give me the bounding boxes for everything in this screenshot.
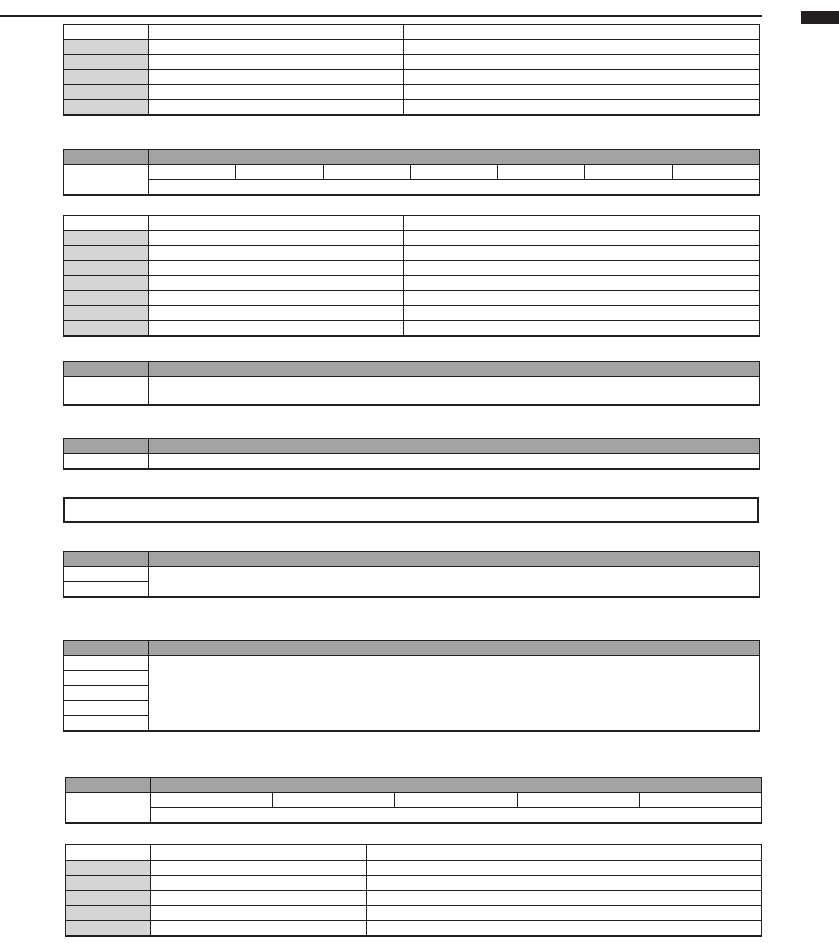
table-cell bbox=[149, 165, 236, 180]
row-label-cell bbox=[66, 793, 151, 824]
table-header-row bbox=[64, 362, 760, 377]
row-label-cell bbox=[64, 100, 149, 116]
table-cell bbox=[367, 906, 762, 921]
table-cell bbox=[149, 306, 404, 321]
table-header-cell bbox=[64, 439, 149, 454]
table-cell bbox=[149, 231, 404, 246]
row-label-cell bbox=[66, 876, 151, 891]
table-row bbox=[64, 180, 760, 196]
table-cell bbox=[151, 808, 762, 824]
table-cell bbox=[151, 793, 273, 808]
table-7 bbox=[63, 640, 760, 732]
row-label-cell bbox=[64, 716, 149, 732]
row-label-cell bbox=[66, 891, 151, 906]
table-4 bbox=[63, 361, 760, 406]
row-label-cell bbox=[64, 377, 149, 406]
row-label-cell bbox=[64, 291, 149, 306]
row-label-cell bbox=[64, 40, 149, 55]
table-header-cell bbox=[367, 845, 762, 861]
table-cell bbox=[149, 261, 404, 276]
table-cell bbox=[149, 70, 404, 85]
row-label-cell bbox=[64, 567, 149, 582]
row-label-cell bbox=[64, 582, 149, 598]
table-cell bbox=[149, 100, 404, 116]
table-5 bbox=[63, 438, 760, 470]
table-header-row bbox=[64, 216, 760, 231]
table-row bbox=[66, 808, 762, 824]
table-cell bbox=[149, 246, 404, 261]
row-label-cell bbox=[64, 165, 149, 196]
table-header-row bbox=[66, 778, 762, 793]
table-cell bbox=[149, 291, 404, 306]
table-cell bbox=[639, 793, 761, 808]
table-cell bbox=[149, 40, 404, 55]
table-cell bbox=[367, 921, 762, 937]
table-cell bbox=[404, 231, 760, 246]
table-row bbox=[64, 231, 760, 246]
row-label-cell bbox=[64, 261, 149, 276]
row-label-cell bbox=[64, 701, 149, 716]
row-label-cell bbox=[64, 321, 149, 337]
table-cell bbox=[149, 377, 760, 406]
table-header-cell bbox=[66, 845, 151, 861]
table-cell bbox=[149, 55, 404, 70]
table-cell bbox=[404, 70, 760, 85]
table-header-cell bbox=[404, 216, 760, 231]
table-row bbox=[64, 454, 760, 470]
table-row bbox=[64, 70, 760, 85]
table-row bbox=[64, 55, 760, 70]
table-row bbox=[66, 861, 762, 876]
table-header-cell bbox=[64, 150, 149, 165]
table-8 bbox=[65, 777, 762, 824]
table-cell bbox=[149, 180, 760, 196]
table-cell bbox=[367, 876, 762, 891]
row-label-cell bbox=[64, 671, 149, 686]
row-label-cell bbox=[64, 231, 149, 246]
table-row bbox=[64, 321, 760, 337]
table-cell bbox=[367, 891, 762, 906]
header-rule bbox=[0, 15, 762, 17]
table-header-cell bbox=[149, 552, 760, 567]
table-row bbox=[66, 891, 762, 906]
table-cell bbox=[585, 165, 672, 180]
table-header-row bbox=[64, 150, 760, 165]
table-cell bbox=[498, 165, 585, 180]
table-cell bbox=[517, 793, 639, 808]
table-cell bbox=[151, 891, 367, 906]
table-cell bbox=[404, 246, 760, 261]
table-header-cell bbox=[149, 439, 760, 454]
row-label-cell bbox=[64, 55, 149, 70]
row-label-cell bbox=[64, 306, 149, 321]
row-label-cell bbox=[66, 906, 151, 921]
table-cell bbox=[367, 861, 762, 876]
table-header-cell bbox=[149, 150, 760, 165]
table-row bbox=[64, 246, 760, 261]
table-header-row bbox=[64, 552, 760, 567]
row-label-cell bbox=[64, 70, 149, 85]
table-cell bbox=[151, 921, 367, 937]
table-header-cell bbox=[404, 25, 760, 40]
table-row bbox=[64, 377, 760, 406]
table-6 bbox=[63, 551, 760, 598]
row-label-cell bbox=[64, 276, 149, 291]
table-row bbox=[64, 291, 760, 306]
table-cell bbox=[273, 793, 395, 808]
table-cell bbox=[404, 321, 760, 337]
table-header-cell bbox=[151, 845, 367, 861]
table-header-cell bbox=[149, 25, 404, 40]
table-cell bbox=[404, 85, 760, 100]
table-cell bbox=[151, 876, 367, 891]
table-row bbox=[64, 100, 760, 116]
table-cell bbox=[672, 165, 759, 180]
table-2 bbox=[63, 149, 760, 196]
table-cell bbox=[404, 276, 760, 291]
table-header-cell bbox=[149, 641, 760, 656]
table-row bbox=[66, 876, 762, 891]
table-row bbox=[64, 85, 760, 100]
table-header-cell bbox=[64, 552, 149, 567]
table-cell bbox=[149, 85, 404, 100]
table-row bbox=[66, 793, 762, 808]
table-cell bbox=[404, 306, 760, 321]
table-row bbox=[64, 40, 760, 55]
row-label-cell bbox=[64, 686, 149, 701]
table-row bbox=[64, 165, 760, 180]
table-row bbox=[66, 921, 762, 937]
side-tab-marker bbox=[801, 11, 839, 24]
row-label-cell bbox=[66, 921, 151, 937]
table-row bbox=[64, 276, 760, 291]
table-cell bbox=[404, 100, 760, 116]
table-header-cell bbox=[64, 641, 149, 656]
table-header-cell bbox=[66, 778, 151, 793]
table-row bbox=[64, 306, 760, 321]
table-row bbox=[66, 906, 762, 921]
row-label-cell bbox=[64, 85, 149, 100]
row-label-cell bbox=[64, 656, 149, 671]
table-cell bbox=[395, 793, 517, 808]
row-label-cell bbox=[66, 861, 151, 876]
table-header-cell bbox=[64, 362, 149, 377]
table-row bbox=[64, 656, 760, 671]
table-cell bbox=[151, 861, 367, 876]
table-header-cell bbox=[64, 25, 149, 40]
table-3 bbox=[63, 215, 760, 337]
table-1 bbox=[63, 24, 760, 116]
note-box bbox=[63, 497, 759, 523]
table-cell bbox=[404, 40, 760, 55]
table-cell bbox=[151, 906, 367, 921]
table-cell bbox=[404, 55, 760, 70]
row-label-cell bbox=[64, 246, 149, 261]
table-cell bbox=[149, 321, 404, 337]
table-cell bbox=[404, 261, 760, 276]
row-label-cell bbox=[64, 454, 149, 470]
table-cell bbox=[149, 454, 760, 470]
table-cell bbox=[149, 276, 404, 291]
table-cell bbox=[323, 165, 410, 180]
table-cell bbox=[149, 656, 760, 732]
table-cell bbox=[410, 165, 497, 180]
table-header-row bbox=[64, 25, 760, 40]
table-cell bbox=[404, 291, 760, 306]
table-row bbox=[64, 261, 760, 276]
table-cell bbox=[236, 165, 323, 180]
table-row bbox=[64, 567, 760, 582]
table-header-row bbox=[66, 845, 762, 861]
table-header-cell bbox=[149, 216, 404, 231]
table-cell bbox=[149, 567, 760, 598]
table-9 bbox=[65, 844, 762, 937]
table-header-cell bbox=[149, 362, 760, 377]
table-header-row bbox=[64, 641, 760, 656]
table-header-cell bbox=[151, 778, 762, 793]
table-header-cell bbox=[64, 216, 149, 231]
table-header-row bbox=[64, 439, 760, 454]
